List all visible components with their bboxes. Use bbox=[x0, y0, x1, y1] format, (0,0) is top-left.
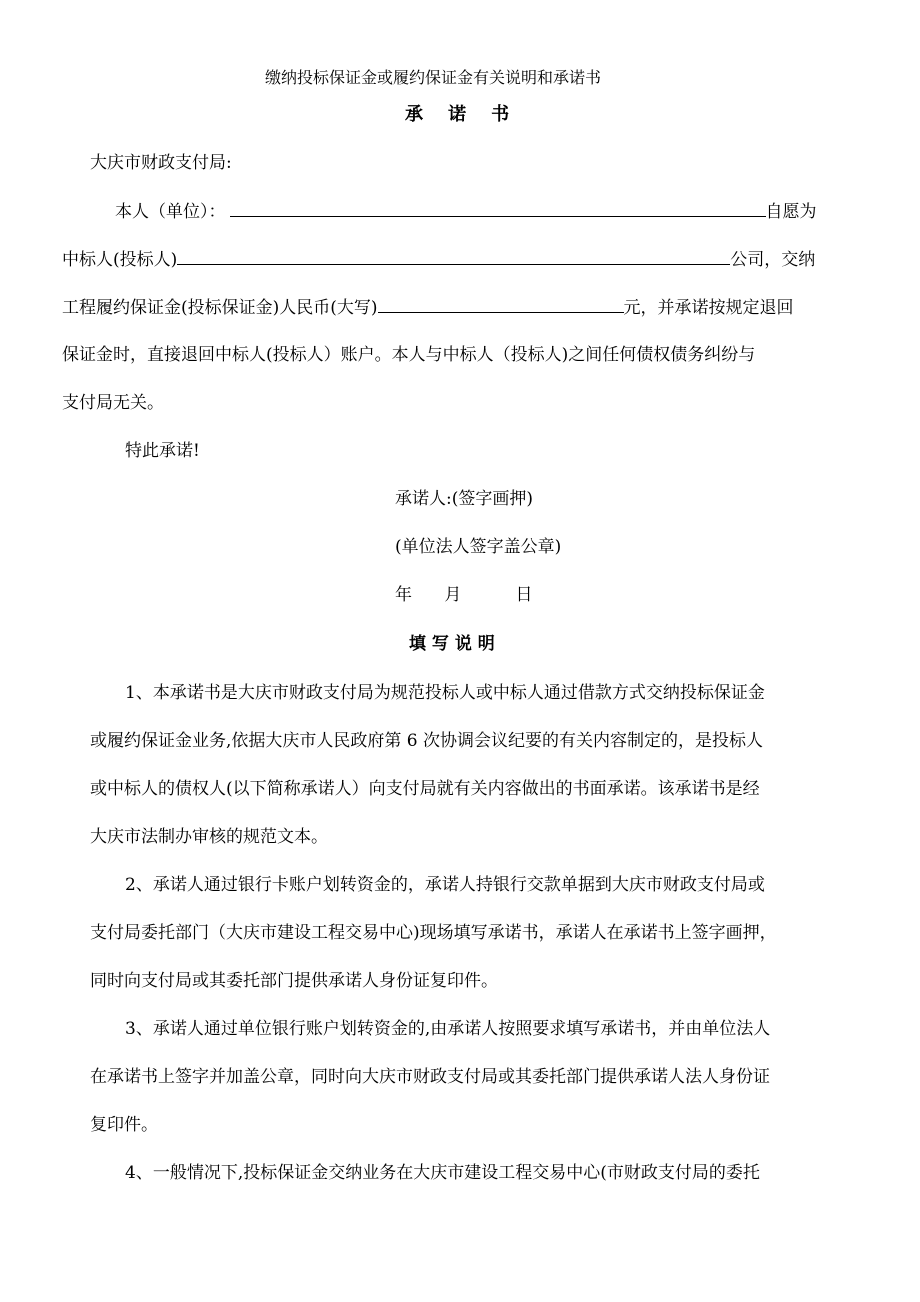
closing-text: 特此承诺! bbox=[125, 441, 200, 461]
letter-line-1-suffix: 自愿为 bbox=[765, 202, 817, 222]
instructions-p3-line-1: 3、承诺人通过单位银行账户划转资金的,由承诺人按照要求填写承诺书，并由单位法人 bbox=[125, 1019, 771, 1039]
letter-line-4: 保证金时，直接退回中标人(投标人）账户。本人与中标人（投标人)之间任何债权债务纠纷与 bbox=[62, 345, 756, 365]
instructions-p2-line-3: 同时向支付局或其委托部门提供承诺人身份证复印件。 bbox=[90, 971, 498, 991]
amount-blank[interactable] bbox=[378, 296, 624, 313]
letter-line-3-suffix: 元，并承诺按规定退回 bbox=[623, 298, 794, 318]
instructions-p1-line-3: 或中标人的债权人(以下简称承诺人）向支付局就有关内容做出的书面承诺。该承诺书是经 bbox=[90, 779, 760, 799]
instructions-p1-line-4: 大庆市法制办审核的规范文本。 bbox=[90, 827, 328, 847]
instructions-p3-line-2: 在承诺书上签字并加盖公章，同时向大庆市财政支付局或其委托部门提供承诺人法人身份证 bbox=[90, 1067, 770, 1087]
applicant-name-blank[interactable] bbox=[230, 200, 766, 217]
date-label: 年 月 日 bbox=[395, 585, 533, 605]
document-title: 缴纳投标保证金或履约保证金有关说明和承诺书 bbox=[265, 68, 602, 87]
instructions-title: 填 写 说 明 bbox=[409, 634, 495, 654]
letter-line-1 bbox=[115, 200, 817, 223]
bidder-name-blank[interactable] bbox=[177, 248, 730, 265]
addressee: 大庆市财政支付局: bbox=[90, 153, 232, 173]
letter-line-5: 支付局无关。 bbox=[62, 393, 164, 413]
letter-line-3-prefix: 工程履约保证金(投标保证金)人民币(大写) bbox=[62, 298, 378, 318]
instructions-p2-line-1: 2、承诺人通过银行卡账户划转资金的，承诺人持银行交款单据到大庆市财政支付局或 bbox=[125, 875, 765, 895]
letter-line-2-suffix: 公司，交纳 bbox=[730, 250, 816, 270]
instructions-p2-line-2: 支付局委托部门（大庆市建设工程交易中心)现场填写承诺书，承诺人在承诺书上签字画押， bbox=[90, 923, 777, 943]
letter-line-3 bbox=[62, 296, 794, 319]
instructions-p3-line-3: 复印件。 bbox=[90, 1115, 158, 1135]
signer-label: 承诺人:(签字画押) bbox=[395, 489, 533, 509]
letter-line-1-prefix: 本人（单位）： bbox=[115, 202, 226, 222]
seal-label: (单位法人签字盖公章) bbox=[395, 537, 562, 557]
instructions-p1-line-1: 1、本承诺书是大庆市财政支付局为规范投标人或中标人通过借款方式交纳投标保证金 bbox=[125, 683, 765, 703]
instructions-p1-line-2: 或履约保证金业务,依据大庆市人民政府第 6 次协调会议纪要的有关内容制定的，是投标人 bbox=[90, 731, 764, 751]
letter-line-2 bbox=[62, 248, 815, 271]
letter-line-2-prefix: 中标人(投标人) bbox=[62, 250, 178, 270]
commitment-title: 承 诺 书 bbox=[405, 104, 510, 125]
instructions-p4-line-1: 4、一般情况下,投标保证金交纳业务在大庆市建设工程交易中心(市财政支付局的委托 bbox=[125, 1163, 760, 1183]
